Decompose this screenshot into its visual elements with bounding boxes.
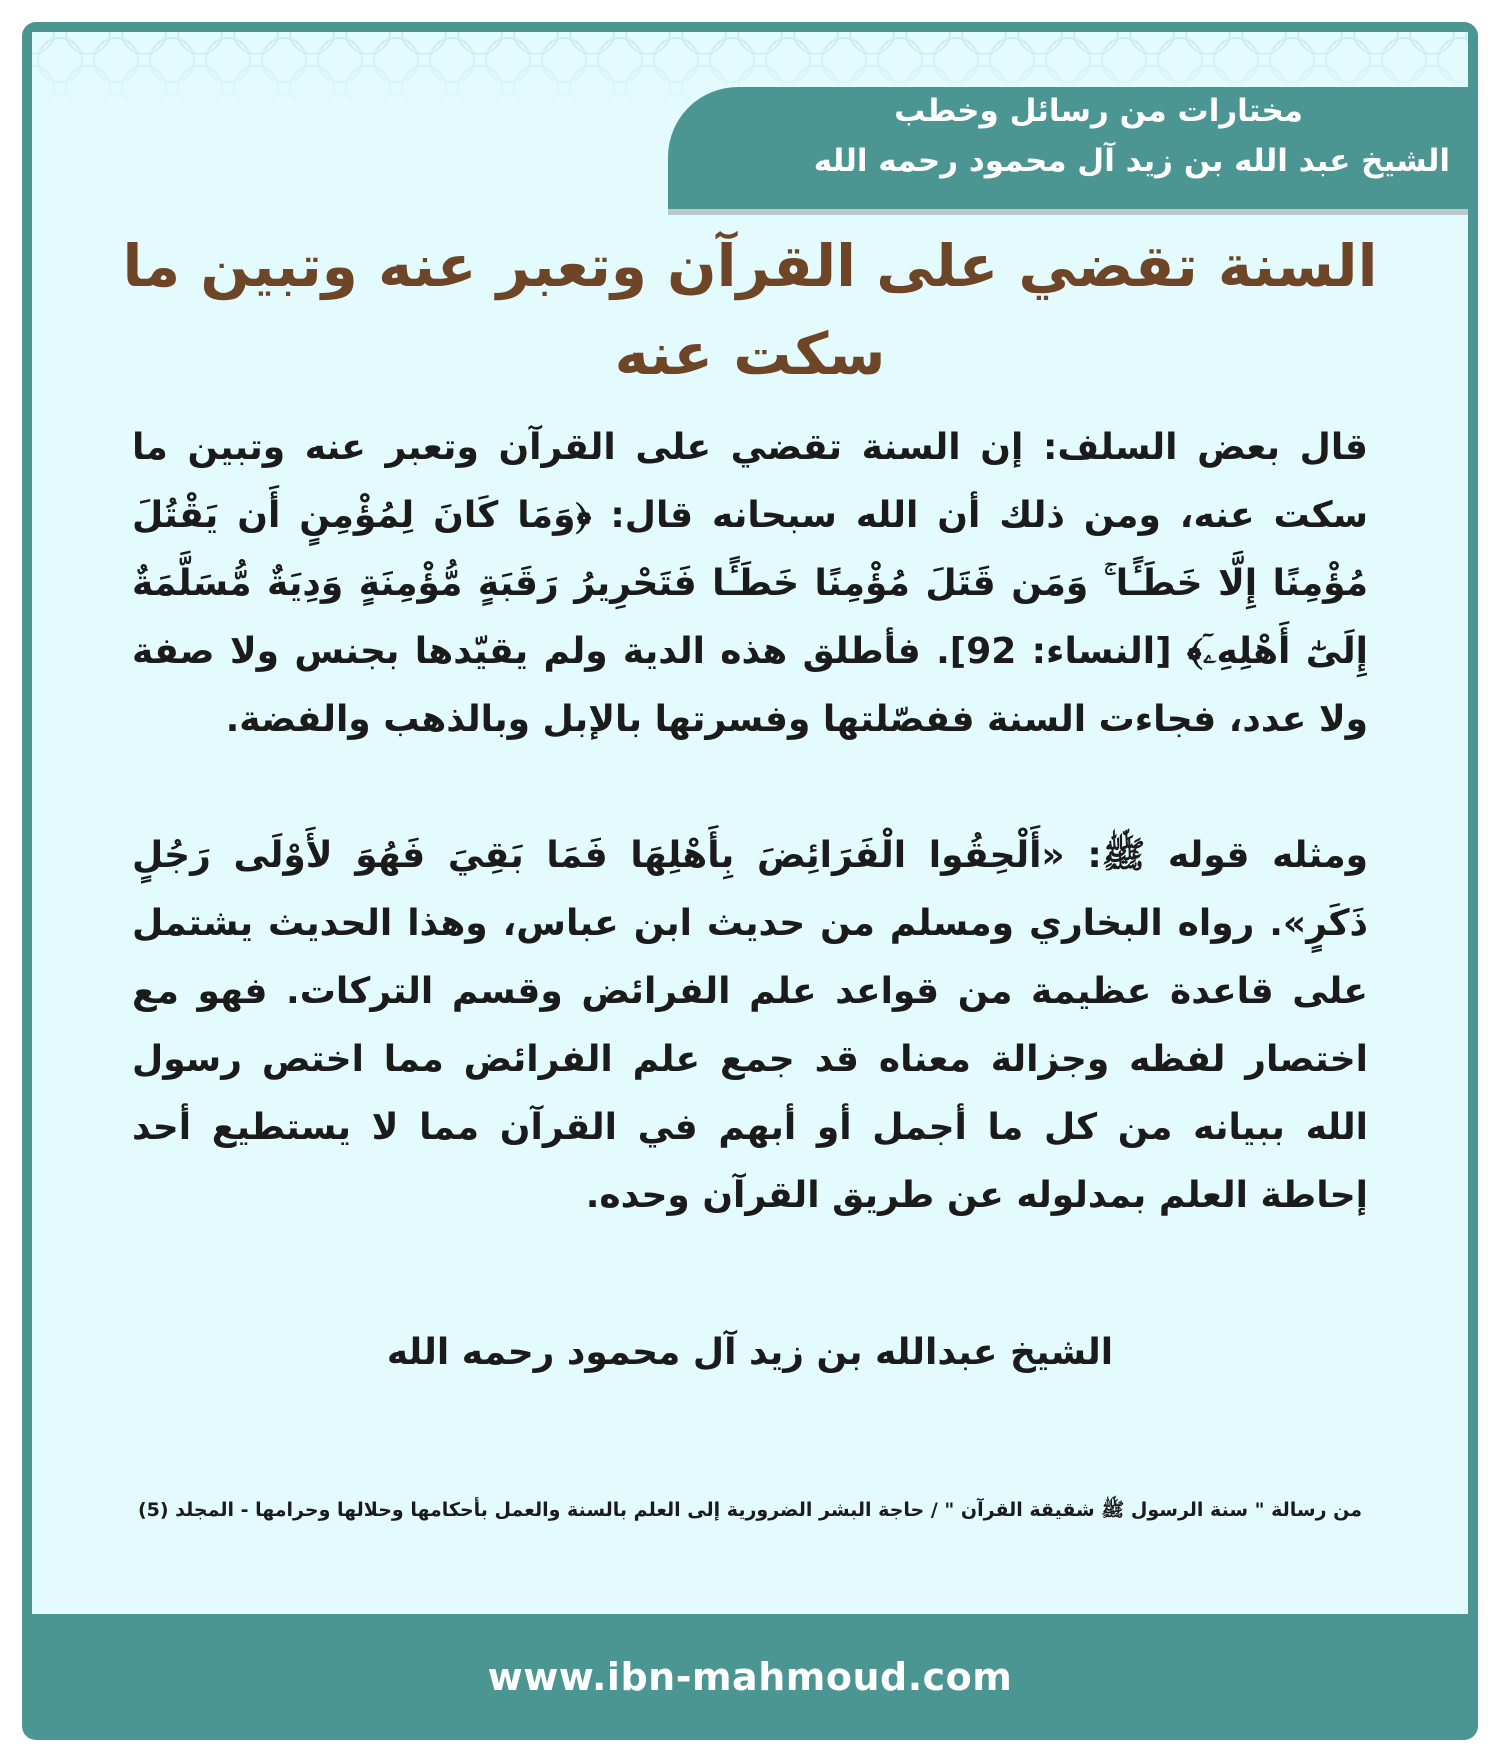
author-signature: الشيخ عبدالله بن زيد آل محمود رحمه الله xyxy=(386,1332,1114,1373)
source-reference: من رسالة " سنة الرسول ﷺ شقيقة القرآن " / حاجة البشر الضرورية إلى العلم بالسنة والعمل بأحكامها وحلالها وحرامها - المجلد (5) xyxy=(137,1499,1363,1521)
article-body xyxy=(132,414,1368,1298)
article-title: السنة تقضي على القرآن وتعبر عنه وتبين ما سكت عنه xyxy=(122,232,1378,388)
paragraph-hadith: ومثله قوله ﷺ: «أَلْحِقُوا الْفَرَائِضَ بِأَهْلِهَا فَمَا بَقِيَ فَهُوَ لأَوْلَى رَجُلٍ ذَكَرٍ». رواه البخاري ومسلم من حديث ابن عباس، وهذا الحديث يشتمل على قاعدة عظيمة من قواعد علم الفرائض وقسم التركات. فهو مع اختصار لفظه وجزالة معناه قد جمع علم الفرائض مما اختص رسول الله ببيانه من كل ما أجمل أو أبهم في القرآن مما لا يستطيع أحد إحاطة العلم بمدلوله عن طريق القرآن وحده. xyxy=(132,835,1368,1216)
paragraph-quran-verse: قال بعض السلف: إن السنة تقضي على القرآن وتعبر عنه وتبين ما سكت عنه، ومن ذلك أن الله سبحانه قال: ﴿وَمَا كَانَ لِمُؤْمِنٍ أَن يَقْتُلَ مُؤْمِنًا إِلَّا خَطَـًٔا ۚ وَمَن قَتَلَ مُؤْمِنًا خَطَـًٔا فَتَحْرِيرُ رَقَبَةٍ مُّؤْمِنَةٍ وَدِيَةٌ مُّسَلَّمَةٌ إِلَىٰٓ أَهْلِهِۦٓ﴾ [النساء: 92]. فأطلق هذه الدية ولم يقيّدها بجنس ولا صفة ولا عدد، فجاءت السنة ففصّلتها وفسرتها بالإبل وبالذهب والفضة. xyxy=(132,427,1368,740)
website-link[interactable]: www.ibn-mahmoud.com xyxy=(487,1655,1013,1699)
footer-bar xyxy=(22,1614,1478,1740)
series-title: مختارات من رسائل وخطب xyxy=(894,93,1303,129)
header-banner xyxy=(668,87,1468,209)
author-name-header: الشيخ عبد الله بن زيد آل محمود رحمه الله xyxy=(813,143,1450,179)
poster-frame xyxy=(22,22,1478,1740)
content-card xyxy=(32,32,1468,1614)
